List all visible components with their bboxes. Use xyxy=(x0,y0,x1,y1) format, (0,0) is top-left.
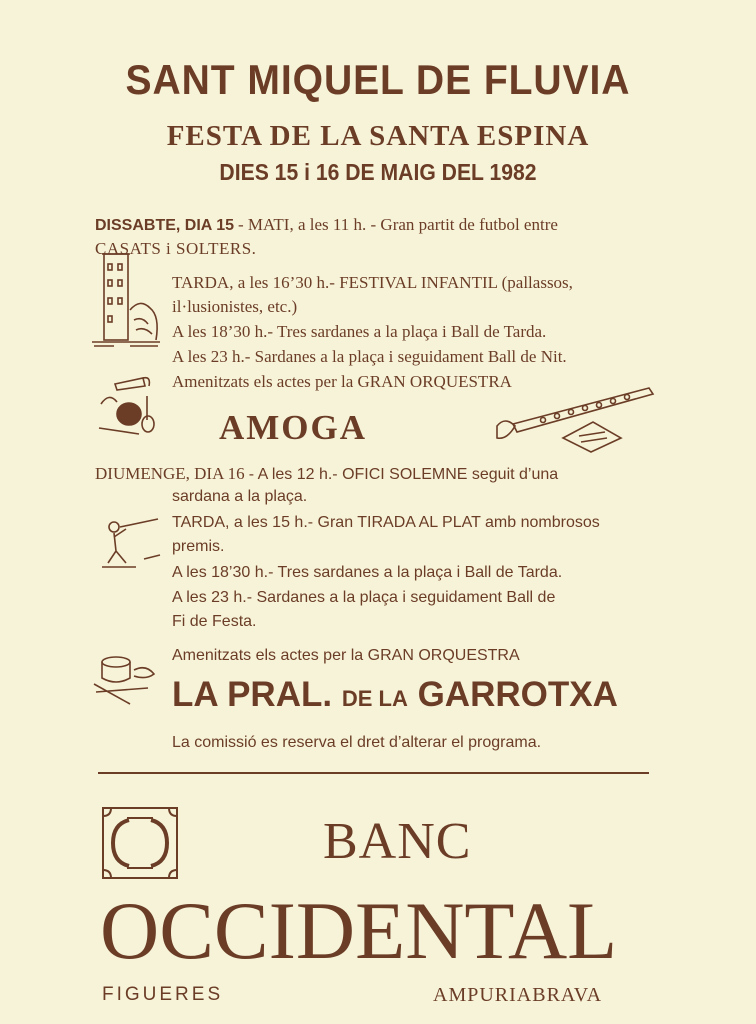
saturday-morning-line xyxy=(95,216,558,234)
sunday-sardanes-23: A les 23 h.- Sardanes a la plaça i seguidament Ball de xyxy=(172,589,556,606)
sunday-orchestra-name-b: DE LA xyxy=(341,686,408,711)
bank-logo-icon xyxy=(101,806,179,880)
sunday-mass-cont: sardana a la plaça. xyxy=(172,488,308,505)
sunday-mass-text: - A les 12 h.- OFICI SOLEMNE seguit d’una xyxy=(248,466,559,483)
saturday-morning-cont: CASATS i SOLTERS. xyxy=(95,239,257,258)
saturday-afternoon-cont: il·lusionistes, etc.) xyxy=(172,297,298,316)
sunday-orchestra-name-c: GARROTXA xyxy=(417,675,618,714)
sponsor-line1: BANC xyxy=(323,813,472,870)
poster-subtitle: FESTA DE LA SANTA ESPINA xyxy=(166,120,590,152)
saturday-orchestra-intro: Amenitzats els actes per la GRAN ORQUESTRA xyxy=(172,372,512,391)
sunday-orchestra-name xyxy=(172,675,618,715)
drum-icon xyxy=(90,648,162,708)
poster-title: SANT MIQUEL DE FLUVIA xyxy=(125,56,631,103)
sunday-orchestra-name-a: LA PRAL. xyxy=(172,675,333,714)
tower-icon xyxy=(90,250,162,350)
saturday-morning-text: - MATI, a les 11 h. - Gran partit de futbol entre xyxy=(238,215,558,234)
saturday-sardanes-23: A les 23 h.- Sardanes a la plaça i seguidament Ball de Nit. xyxy=(172,347,567,366)
sunday-sardanes-23-cont: Fi de Festa. xyxy=(172,613,257,630)
sponsor-line2: OCCIDENTAL xyxy=(100,885,618,976)
sponsor-location-right: AMPURIABRAVA xyxy=(433,984,603,1006)
sponsor-location-left: FIGUERES xyxy=(102,984,224,1005)
sunday-sardanes-1830: A les 18’30 h.- Tres sardanes a la plaça i Ball de Tarda. xyxy=(172,564,563,581)
instruments-icon xyxy=(95,372,160,442)
saturday-sardanes-1830: A les 18’30 h.- Tres sardanes a la plaça i Ball de Tarda. xyxy=(172,322,547,341)
divider xyxy=(98,772,649,774)
saturday-orchestra-name: AMOGA xyxy=(219,408,368,447)
sunday-mass-line xyxy=(95,465,558,483)
hunter-icon xyxy=(100,515,165,575)
saturday-afternoon-line: TARDA, a les 16’30 h.- FESTIVAL INFANTIL (pallassos, xyxy=(172,273,573,292)
sunday-orchestra-intro: Amenitzats els actes per la GRAN ORQUESTRA xyxy=(172,647,520,664)
clarinet-icon xyxy=(493,380,658,455)
disclaimer: La comissió es reserva el dret d’alterar el programa. xyxy=(172,734,542,751)
poster-dates: DIES 15 i 16 DE MAIG DEL 1982 xyxy=(219,159,537,185)
sunday-afternoon-line: TARDA, a les 15 h.- Gran TIRADA AL PLAT amb nombrosos xyxy=(172,514,600,531)
sunday-afternoon-cont: premis. xyxy=(172,538,225,555)
sunday-day-label: DIUMENGE, DIA 16 xyxy=(95,464,245,483)
saturday-day-label: DISSABTE, DIA 15 xyxy=(95,217,234,234)
